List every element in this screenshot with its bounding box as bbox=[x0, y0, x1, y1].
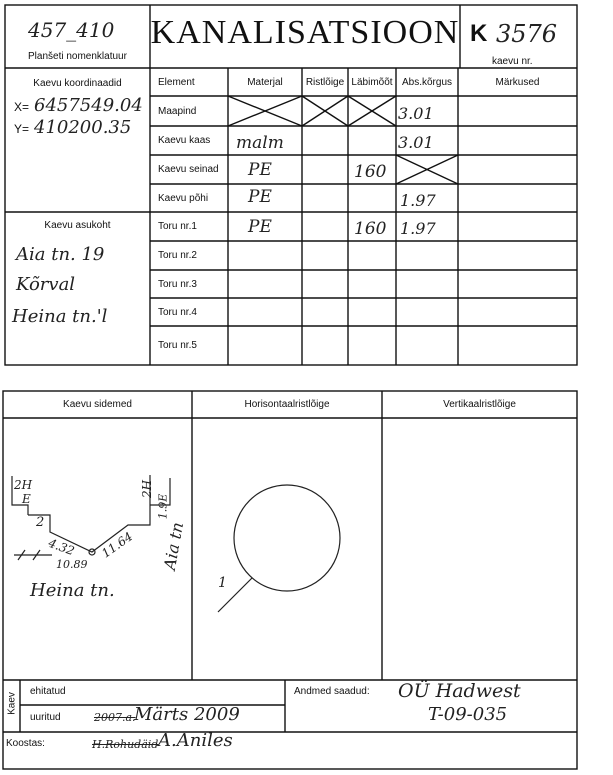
coord-y-value: 410200.35 bbox=[34, 117, 132, 138]
footer-author-label: Koostas: bbox=[6, 738, 45, 749]
footer-measured-value: Märts 2009 bbox=[134, 704, 240, 725]
sketch-dist-c: 11.64 bbox=[99, 529, 136, 561]
nomenclature-value: 457_410 bbox=[28, 18, 115, 42]
row-abs-5: 1.97 bbox=[400, 219, 436, 238]
col-header-notes: Märkused bbox=[495, 76, 540, 88]
sketch-vertical-street: Aia tn bbox=[160, 520, 188, 572]
row-material-5: PE bbox=[248, 217, 272, 237]
footer-source-label: Andmed saadud: bbox=[294, 686, 370, 697]
coord-x-label: X= bbox=[14, 100, 30, 114]
sketch-dist-a: 4.32 bbox=[46, 535, 77, 559]
sketch-street: Heina tn. bbox=[30, 580, 115, 601]
location-line-2: Kõrval bbox=[16, 274, 76, 295]
section-vertical-header: Vertikaalristlõige bbox=[443, 399, 516, 410]
sketch-left-box: 2H bbox=[14, 478, 33, 492]
coords-label: Kaevu koordinaadid bbox=[33, 78, 122, 89]
row-diameter-3: 160 bbox=[354, 162, 387, 182]
col-header-diameter: Läbimõõt bbox=[351, 76, 393, 88]
location-label: Kaevu asukoht bbox=[44, 220, 111, 231]
sketch-dist-b: 10.89 bbox=[56, 558, 88, 571]
footer-measured-strike: 2007.a. bbox=[94, 711, 136, 724]
row-abs-2: 3.01 bbox=[398, 133, 434, 152]
sketch-left-dim: 2 bbox=[36, 515, 45, 530]
footer-built-label: ehitatud bbox=[30, 686, 66, 697]
row-element-4: Kaevu põhi bbox=[158, 192, 209, 204]
row-element-7: Toru nr.3 bbox=[158, 278, 197, 290]
row-element-1: Maapind bbox=[158, 105, 197, 117]
col-header-element: Element bbox=[158, 76, 195, 88]
nomenclature-label: Planšeti nomenklatuur bbox=[28, 51, 127, 62]
sketch-right-box: 2H bbox=[140, 479, 155, 499]
section-connections-header: Kaevu sidemed bbox=[63, 399, 132, 410]
row-material-4: PE bbox=[248, 187, 272, 207]
page-title: KANALISATSIOON bbox=[150, 14, 460, 51]
footer-source-value: OÜ Hadwest bbox=[398, 680, 521, 702]
coord-y-label: Y= bbox=[14, 122, 30, 136]
row-element-6: Toru nr.2 bbox=[158, 250, 197, 261]
section-horizontal-header: Horisontaalristlõige bbox=[244, 399, 330, 410]
col-header-abs-height: Abs.kõrgus bbox=[401, 76, 453, 88]
footer-source-ref: T-09-035 bbox=[428, 704, 508, 725]
well-prefix: K bbox=[470, 20, 488, 47]
row-abs-4: 1.97 bbox=[400, 191, 436, 210]
footer-author-strike: H.Rohudäid bbox=[92, 738, 159, 751]
footer-measured-label: uuritud bbox=[30, 712, 61, 723]
row-element-8: Toru nr.4 bbox=[158, 306, 197, 318]
location-line-1: Aia tn. 19 bbox=[16, 244, 105, 265]
row-element-3: Kaevu seinad bbox=[158, 164, 219, 175]
row-element-5: Toru nr.1 bbox=[158, 221, 197, 232]
coord-x-value: 6457549.04 bbox=[34, 95, 143, 116]
well-number-label: kaevu nr. bbox=[492, 56, 533, 67]
location-line-3: Heina tn.'l bbox=[12, 306, 108, 327]
horizontal-section-pipe-label: 1 bbox=[218, 575, 227, 591]
row-material-2: malm bbox=[236, 133, 284, 153]
footer-well-label: Kaev bbox=[6, 692, 18, 715]
well-number: 3576 bbox=[496, 20, 558, 48]
row-element-9: Toru nr.5 bbox=[158, 340, 197, 351]
col-header-material: Materjal bbox=[247, 76, 283, 88]
row-material-3: PE bbox=[248, 160, 272, 180]
col-header-cross-section: Ristlõige bbox=[305, 76, 345, 88]
row-diameter-5: 160 bbox=[354, 219, 387, 239]
footer-author-value: A.Aniles bbox=[158, 730, 233, 751]
sketch-left-box-sub: E bbox=[22, 492, 31, 506]
row-element-2: Kaevu kaas bbox=[158, 135, 211, 146]
sketch-right-box-sub: 1.9E bbox=[156, 493, 170, 520]
row-abs-1: 3.01 bbox=[398, 104, 434, 123]
